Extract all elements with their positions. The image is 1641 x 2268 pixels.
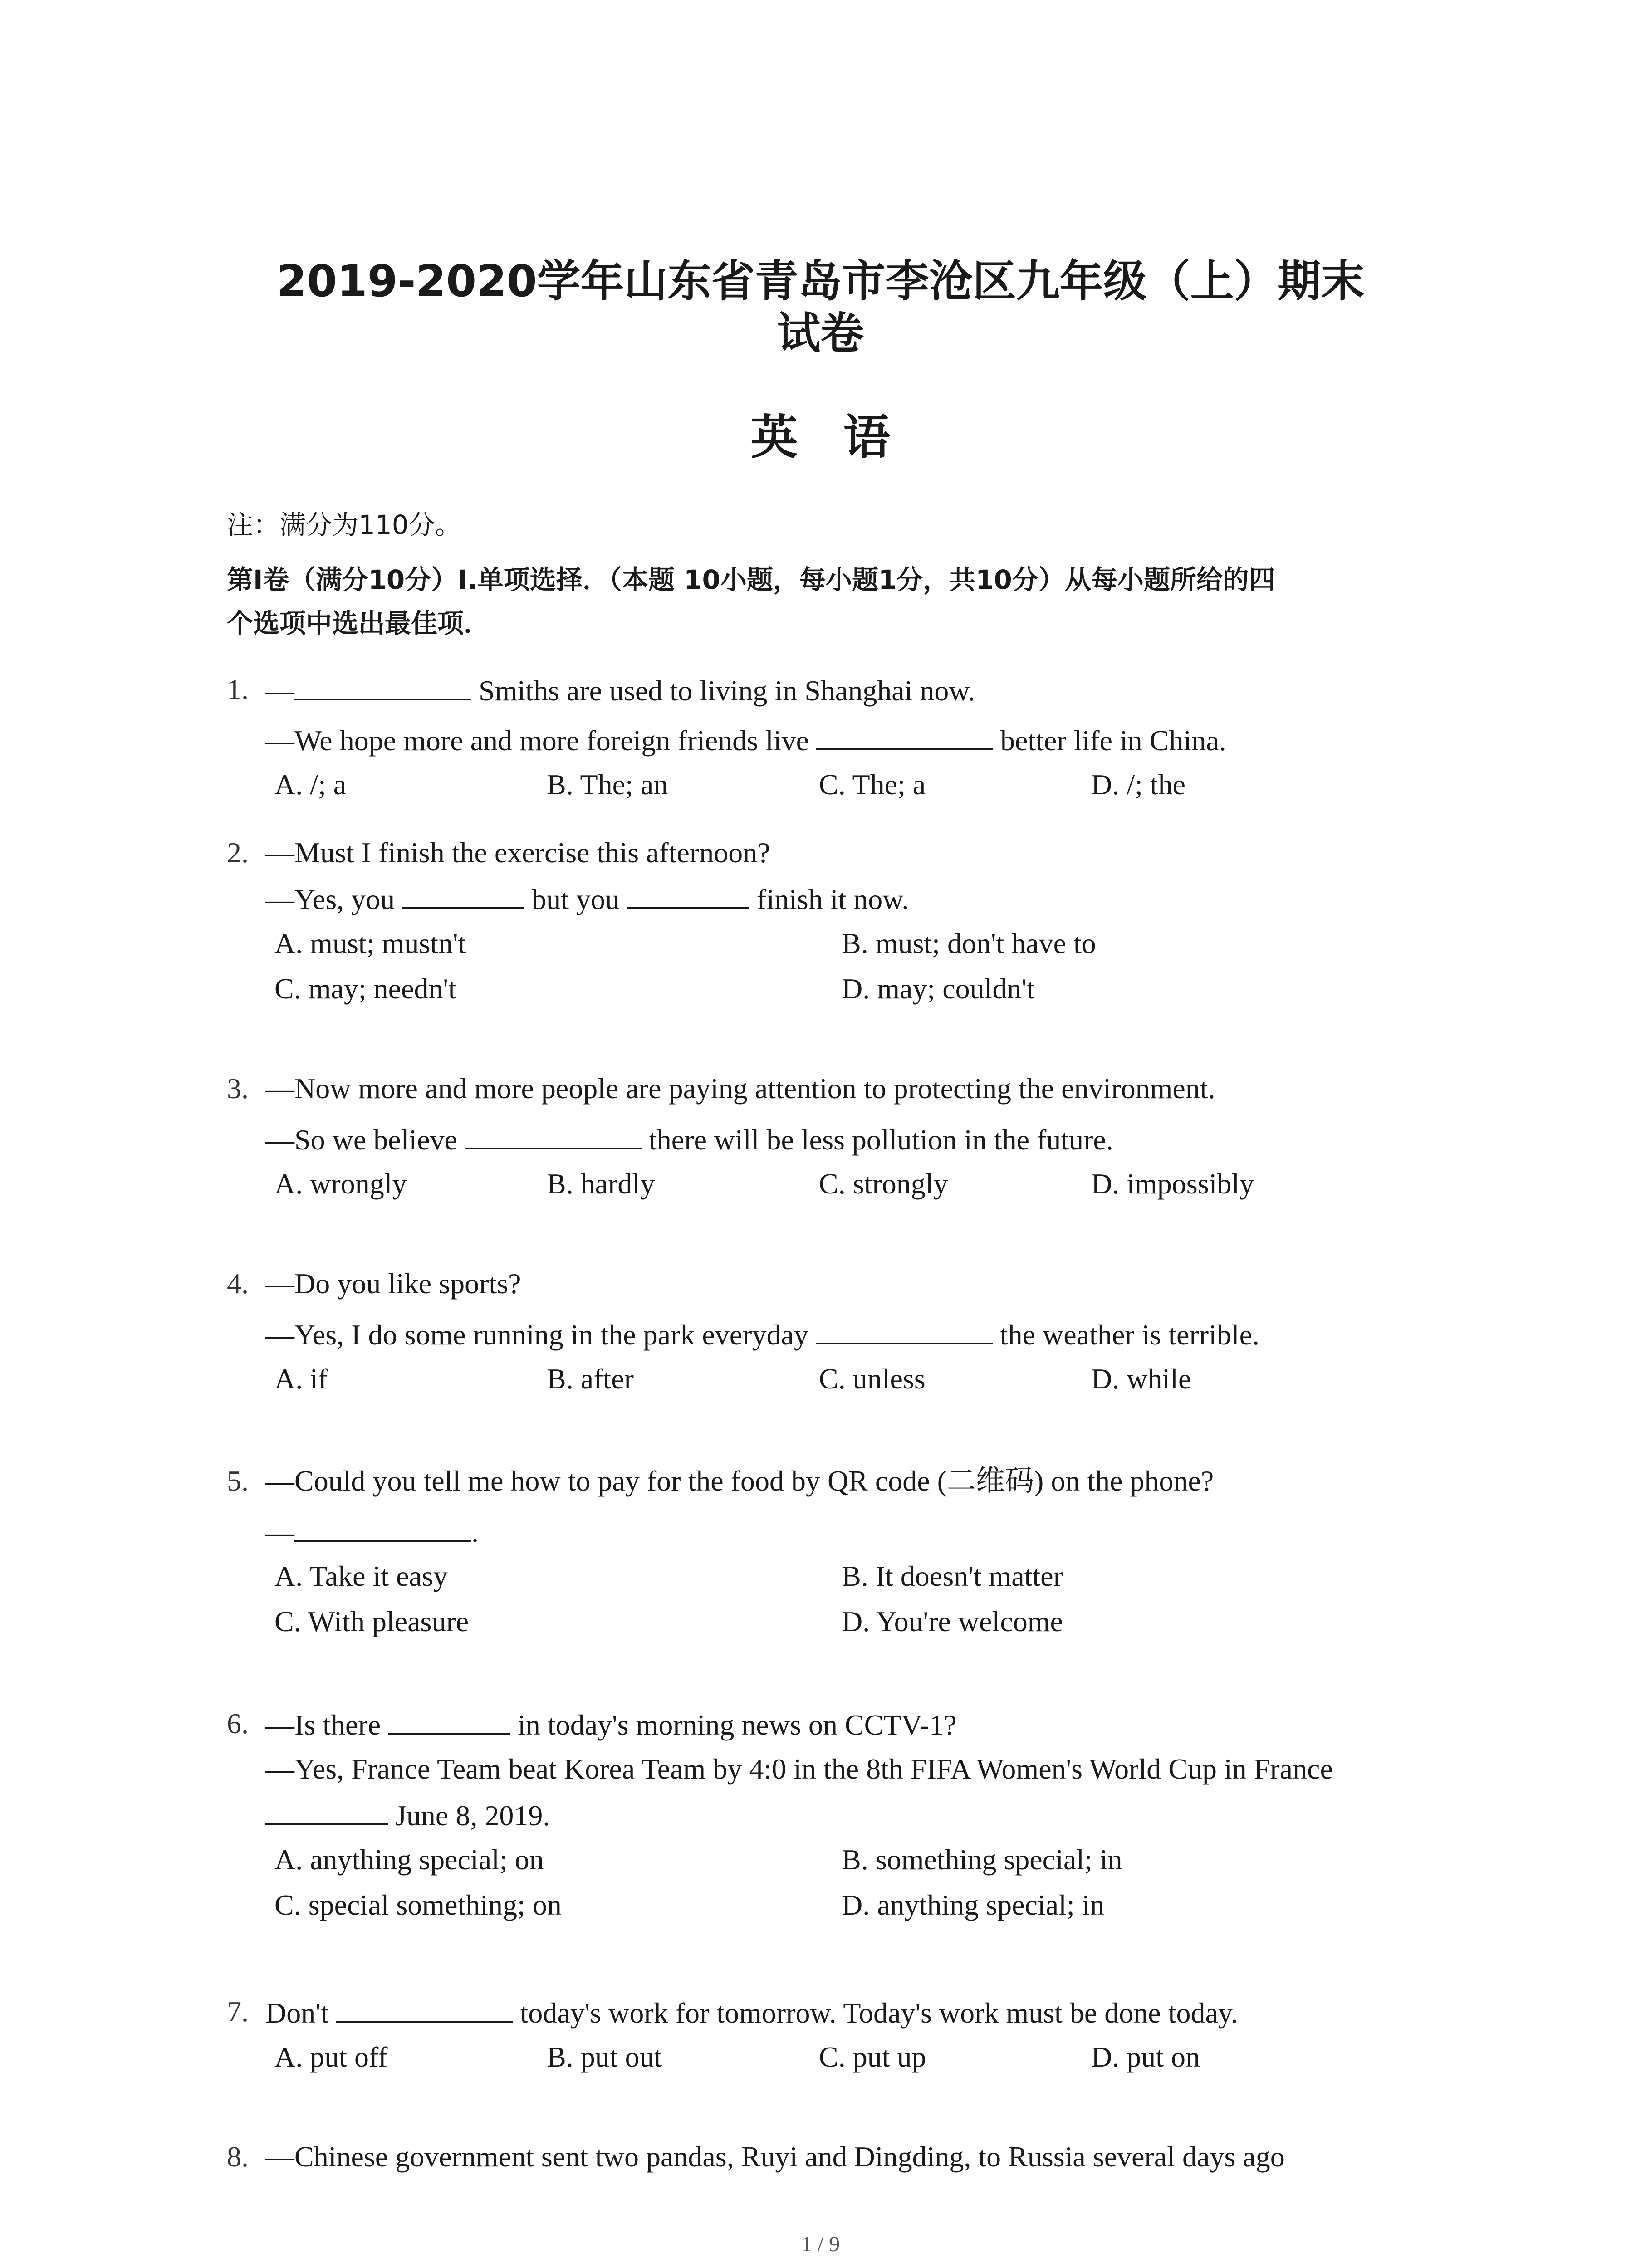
text: — [265, 675, 294, 707]
instruction-line2: 个选项中选出最佳项． [227, 608, 490, 639]
text: — [265, 1516, 294, 1548]
question-3-line1: —Now more and more people are paying attention to protecting the environment. [265, 1072, 1215, 1105]
text: Smiths are used to living in Shanghai now. [471, 675, 975, 707]
option-d: D. put on [1091, 2041, 1200, 2073]
text: there will be less pollution in the future. [642, 1124, 1113, 1156]
option-b: B. after [547, 1363, 634, 1395]
option-c: C. put up [819, 2041, 926, 2073]
text: finish it now. [749, 883, 909, 915]
question-number: 8. [227, 2141, 249, 2173]
answer-blank [465, 1120, 642, 1149]
question-number: 3. [227, 1072, 249, 1105]
question-number: 4. [227, 1267, 249, 1300]
answer-blank [816, 721, 993, 750]
question-number: 5. [227, 1465, 249, 1497]
answer-blank [402, 880, 524, 909]
option-b: B. must; don't have to [842, 927, 1096, 959]
option-c: C. With pleasure [274, 1605, 469, 1637]
option-c: C. The; a [819, 768, 926, 801]
option-b: B. put out [547, 2041, 662, 2073]
text: better life in China. [993, 724, 1226, 757]
text: . [471, 1516, 479, 1548]
option-a: A. if [274, 1363, 328, 1395]
answer-blank [294, 671, 471, 700]
option-c: C. unless [819, 1363, 926, 1395]
option-c: C. special something; on [274, 1889, 562, 1921]
text: —We hope more and more foreign friends live [265, 724, 816, 757]
section-instruction [227, 558, 1452, 645]
option-a: A. anything special; on [274, 1843, 544, 1876]
question-4-line1: —Do you like sports? [265, 1267, 521, 1300]
text: —Is there [265, 1709, 388, 1741]
question-number: 2. [227, 836, 249, 869]
option-d: D. /; the [1091, 768, 1185, 801]
text: in today's morning news on CCTV-1? [510, 1709, 957, 1741]
answer-blank [627, 880, 749, 909]
option-b: B. The; an [547, 768, 668, 801]
question-8-line1: —Chinese government sent two pandas, Ruyi and Dingding, to Russia several days ago [265, 2141, 1285, 2173]
question-number: 7. [227, 1995, 249, 2028]
exam-title-line2: 试卷 [777, 308, 864, 359]
score-note: 注：满分为110分。 [227, 509, 461, 540]
option-c: C. strongly [819, 1168, 948, 1200]
option-a: A. /; a [274, 768, 347, 801]
option-d: D. impossibly [1091, 1168, 1254, 1200]
option-d: D. anything special; in [842, 1889, 1105, 1921]
question-1-line1 [265, 671, 975, 709]
option-c: C. may; needn't [274, 973, 456, 1005]
question-2-line1: —Must I finish the exercise this afternoon? [265, 836, 770, 869]
question-6-line2: —Yes, France Team beat Korea Team by 4:0 in the 8th FIFA Women's World Cup in France [265, 1753, 1333, 1785]
text: June 8, 2019. [388, 1799, 550, 1832]
text: —Yes, I do some running in the park everyday [265, 1319, 816, 1351]
text: today's work for tomorrow. Today's work must be done today. [513, 1997, 1238, 2029]
question-4-line2 [265, 1315, 1259, 1353]
instruction-line1: 第Ⅰ卷（满分10分）Ⅰ.单项选择．（本题 10小题，每小题1分，共10分）从每小题所给的四 [227, 564, 1275, 595]
question-7-line1 [265, 1994, 1238, 2031]
question-3-line2 [265, 1120, 1113, 1158]
text: the weather is terrible. [992, 1319, 1260, 1351]
exam-title-line1: 2019-2020学年山东省青岛市李沧区九年级（上）期末 [276, 256, 1365, 307]
answer-blank [294, 1513, 471, 1542]
text: —So we believe [265, 1124, 465, 1156]
option-b: B. hardly [547, 1168, 655, 1200]
question-number: 1. [227, 673, 249, 705]
question-5-line1: —Could you tell me how to pay for the food by QR code (二维码) on the phone? [265, 1465, 1214, 1497]
option-b: B. It doesn't matter [842, 1560, 1063, 1592]
option-a: A. Take it easy [274, 1560, 448, 1592]
question-5-line2 [265, 1513, 479, 1550]
page-number: 1 / 9 [801, 2232, 840, 2256]
answer-blank [265, 1796, 388, 1825]
question-number: 6. [227, 1707, 249, 1740]
option-d: D. may; couldn't [842, 973, 1035, 1005]
option-a: A. put off [274, 2041, 388, 2073]
text: —Yes, you [265, 883, 402, 915]
question-2-line2 [265, 880, 909, 918]
text: but you [524, 883, 627, 915]
answer-blank [816, 1315, 993, 1344]
question-6-line3 [265, 1796, 550, 1834]
option-b: B. something special; in [842, 1843, 1122, 1876]
text: Don't [265, 1997, 336, 2029]
option-d: D. You're welcome [842, 1605, 1063, 1637]
question-1-line2 [265, 721, 1226, 759]
option-a: A. wrongly [274, 1168, 407, 1200]
answer-blank [388, 1706, 510, 1735]
option-a: A. must; mustn't [274, 927, 466, 959]
option-d: D. while [1091, 1363, 1191, 1395]
answer-blank [336, 1994, 513, 2023]
subject-heading: 英语 [750, 410, 936, 465]
question-6-line1 [265, 1706, 956, 1743]
